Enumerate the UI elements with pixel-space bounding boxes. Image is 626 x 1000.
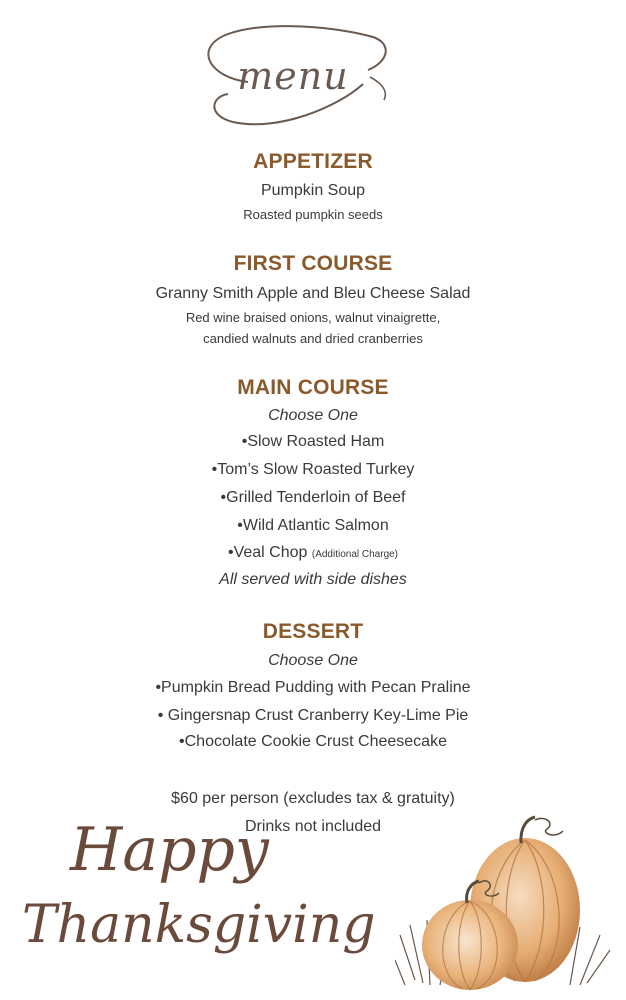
price-line: $60 per person (excludes tax & gratuity) [171, 790, 455, 807]
menu-title: menu [237, 54, 349, 98]
drinks-line: Drinks not included [244, 818, 382, 835]
main-course-item-veal [0, 544, 626, 562]
main-course-item: •Wild Atlantic Salmon [237, 517, 389, 534]
dessert-heading: DESSERT [262, 620, 364, 643]
pumpkin-illustration [395, 815, 615, 995]
main-course-item: •Grilled Tenderloin of Beef [220, 489, 406, 506]
main-course-footer: All served with side dishes [219, 571, 407, 588]
first-course-item: Granny Smith Apple and Bleu Cheese Salad [155, 285, 471, 302]
main-course-heading: MAIN COURSE [237, 376, 389, 399]
veal-additional-charge: (Additional Charge) [311, 549, 399, 560]
dessert-choose: Choose One [268, 652, 358, 669]
appetizer-heading: APPETIZER [253, 150, 373, 173]
dessert-item: •Pumpkin Bread Pudding with Pecan Praline [155, 679, 471, 696]
thanksgiving-script-text: Thanksgiving [22, 895, 376, 955]
pumpkin-icon [395, 815, 615, 995]
happy-script-text: Happy [70, 815, 269, 885]
main-course-item: •Slow Roasted Ham [241, 433, 385, 450]
appetizer-item: Pumpkin Soup [260, 182, 366, 199]
first-course-description-line1: Red wine braised onions, walnut vinaigrette, [185, 310, 441, 325]
appetizer-description: Roasted pumpkin seeds [243, 207, 383, 222]
main-course-choose: Choose One [268, 407, 358, 424]
dessert-item: •Chocolate Cookie Crust Cheesecake [179, 733, 447, 750]
first-course-heading: FIRST COURSE [233, 252, 393, 275]
main-course-item: •Tom’s Slow Roasted Turkey [211, 461, 415, 478]
first-course-description-line2: candied walnuts and dried cranberries [203, 331, 423, 346]
veal-chop-label: •Veal Chop [227, 544, 308, 561]
dessert-item: • Gingersnap Crust Cranberry Key-Lime Pie [157, 707, 469, 724]
menu-logo [188, 22, 398, 137]
